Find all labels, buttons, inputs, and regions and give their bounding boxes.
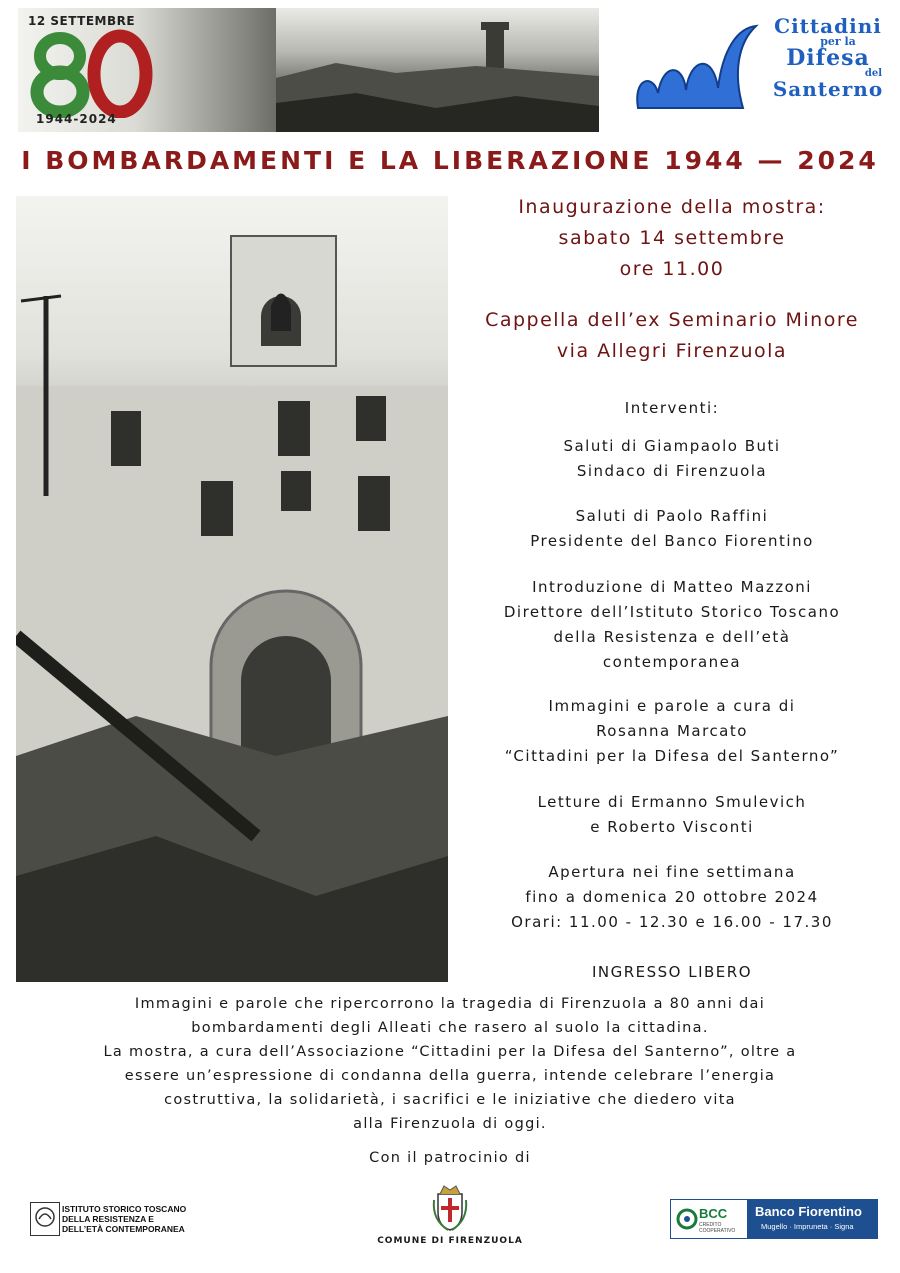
bcc-subtitle: CREDITO COOPERATIVO xyxy=(699,1222,736,1234)
intervento-line: Saluti di Paolo Raffini xyxy=(575,507,769,525)
anniversary-years: 1944-2024 xyxy=(36,112,117,126)
intervento-item xyxy=(462,694,882,769)
isrt-line: DELL’ETÀ CONTEMPORANEA xyxy=(62,1224,185,1234)
logo-line: Difesa xyxy=(786,45,870,71)
description-line: La mostra, a cura dell’Associazione “Cittadini per la Difesa del Santerno”, oltre a xyxy=(103,1044,797,1060)
ruins-skyline-icon xyxy=(276,8,599,132)
opening-until: fino a domenica 20 ottobre 2024 xyxy=(525,888,819,906)
venue-address: via Allegri Firenzuola xyxy=(556,340,788,362)
intervento-item xyxy=(462,504,882,554)
description-line: essere un’espressione di condanna della guerra, intende celebrare l’energia xyxy=(124,1068,776,1084)
ruins-photo xyxy=(276,8,599,132)
isrt-name xyxy=(62,1204,186,1234)
logo-line: Cittadini xyxy=(774,14,882,38)
intervento-item xyxy=(462,790,882,840)
free-entry: INGRESSO LIBERO xyxy=(591,963,753,981)
comune-name: COMUNE DI FIRENZUOLA xyxy=(377,1236,523,1246)
anniversary-date: 12 SETTEMBRE xyxy=(28,14,136,28)
patronage-label: Con il patrocinio di xyxy=(369,1150,531,1166)
comune-crest-icon xyxy=(430,1180,470,1232)
anniversary-banner xyxy=(18,8,276,132)
description xyxy=(0,992,900,1136)
description-line: alla Firenzuola di oggi. xyxy=(353,1116,547,1132)
opening-hours: Orari: 11.00 - 12.30 e 16.00 - 17.30 xyxy=(511,913,833,931)
intervento-item xyxy=(462,434,882,484)
logo-line: per la xyxy=(820,35,856,48)
isrt-logo xyxy=(30,1200,190,1240)
isrt-line: DELLA RESISTENZA E xyxy=(62,1214,154,1224)
intervento-line: Rosanna Marcato xyxy=(596,722,748,740)
banco-fiorentino-logo xyxy=(670,1199,878,1239)
intervento-line: “Cittadini per la Difesa del Santerno” xyxy=(504,747,840,765)
intervento-line: Letture di Ermanno Smulevich xyxy=(537,793,807,811)
intervento-line: Direttore dell’Istituto Storico Toscano xyxy=(503,603,841,621)
bombed-building-photo xyxy=(16,196,448,982)
wave-logo-icon xyxy=(628,18,763,118)
santerno-logo xyxy=(628,14,888,124)
intervento-line: Sindaco di Firenzuola xyxy=(576,462,768,480)
intervento-line: Introduzione di Matteo Mazzoni xyxy=(532,578,812,596)
eighty-logo-icon xyxy=(28,28,168,118)
description-line: costruttiva, la solidarietà, i sacrifici e le iniziative che diedero vita xyxy=(164,1092,736,1108)
bank-locations: Mugello · Impruneta · Signa xyxy=(761,1222,854,1231)
interventi-heading: Interventi: xyxy=(624,399,720,417)
inauguration-block xyxy=(462,192,882,285)
intervento-line: contemporanea xyxy=(602,653,742,671)
opening-hours-block xyxy=(462,860,882,935)
bcc-symbol-icon xyxy=(675,1207,699,1231)
bank-name-panel xyxy=(747,1200,877,1238)
venue-block xyxy=(462,305,882,367)
logo-line: del xyxy=(864,68,882,79)
bank-name: Banco Fiorentino xyxy=(755,1204,862,1219)
bcc-label: BCC xyxy=(699,1206,728,1221)
logo-line: Santerno xyxy=(772,77,884,101)
page-title: I BOMBARDAMENTI E LA LIBERAZIONE 1944 — 2024 xyxy=(21,146,879,175)
venue-name: Cappella dell’ex Seminario Minore xyxy=(485,309,859,331)
bcc-mark xyxy=(671,1200,747,1238)
intervento-line: della Resistenza e dell’età xyxy=(553,628,791,646)
intervento-line: e Roberto Visconti xyxy=(590,818,754,836)
inauguration-time: ore 11.00 xyxy=(619,258,725,280)
intervento-line: Immagini e parole a cura di xyxy=(548,697,796,715)
description-line: bombardamenti degli Alleati che rasero al suolo la cittadina. xyxy=(191,1020,709,1036)
intervento-item xyxy=(462,575,882,675)
intervento-line: Presidente del Banco Fiorentino xyxy=(530,532,814,550)
description-line: Immagini e parole che ripercorrono la tragedia di Firenzuola a 80 anni dai xyxy=(134,996,766,1012)
inauguration-date: sabato 14 settembre xyxy=(558,227,786,249)
isrt-emblem-icon xyxy=(30,1202,60,1236)
intervento-line: Saluti di Giampaolo Buti xyxy=(563,437,781,455)
isrt-line: ISTITUTO STORICO TOSCANO xyxy=(62,1204,187,1214)
comune-logo xyxy=(370,1180,530,1250)
santerno-logo-text xyxy=(768,16,888,99)
inauguration-title: Inaugurazione della mostra: xyxy=(518,196,826,218)
bombed-building-illustration-icon xyxy=(16,196,448,982)
opening-days: Apertura nei fine settimana xyxy=(548,863,796,881)
